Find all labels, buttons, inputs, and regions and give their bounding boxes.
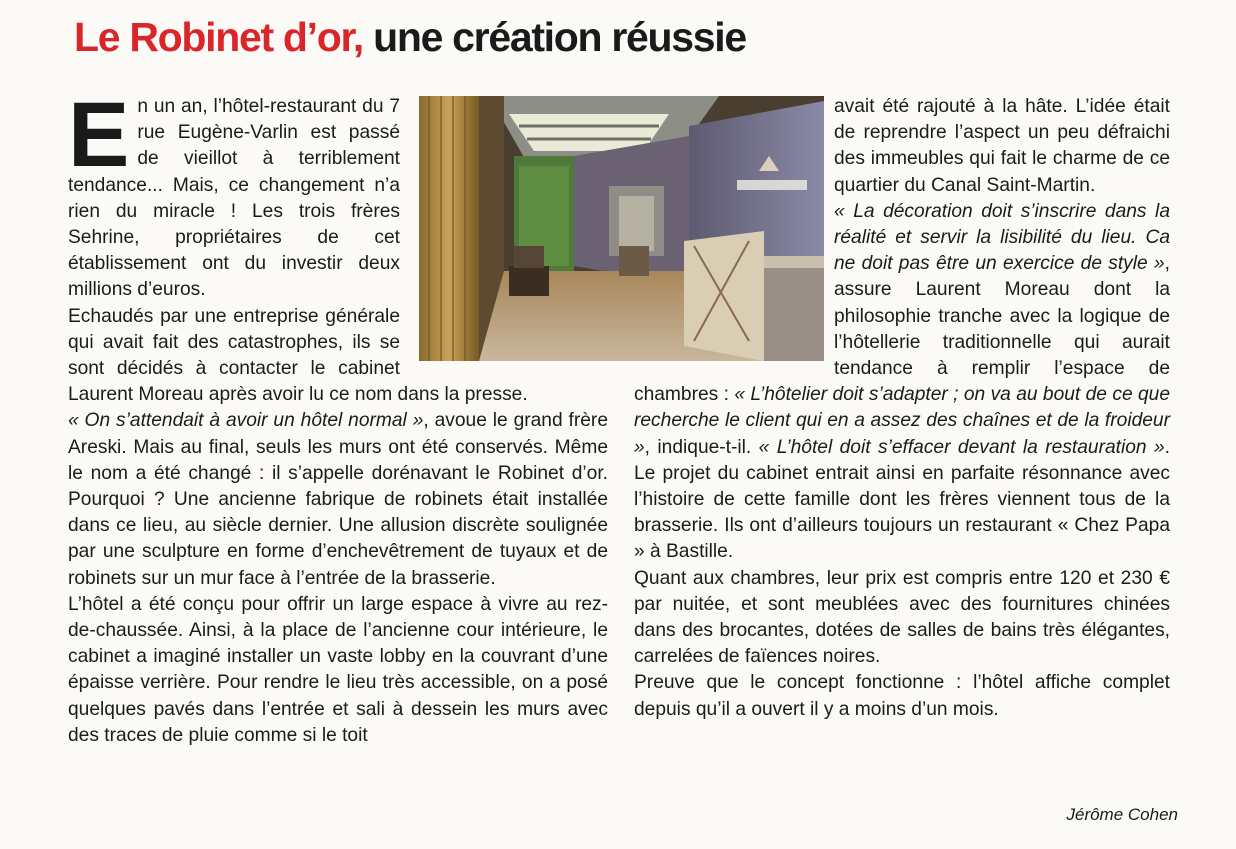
- paragraph-6c: . Le projet du cabinet entrait ainsi en parfaite résonnance avec l’histoire de cette famille dont les frères viennent tous de la brasserie. Ils ont d’ailleurs toujours un restaurant « Chez Papa » à Bastille.: [634, 436, 1170, 563]
- paragraph-6a: , assure Laurent Moreau dont la philosophie tranche avec la logique de l’hôtellerie traditionnelle qui aurait tendance à remplir l’espace de chambres :: [634, 253, 1170, 406]
- paragraph-2: Echaudés par une entreprise générale qui avait fait des catastrophes, ils se sont décidés à contacter le cabinet Laurent Moreau après avoir lu ce nom dans la presse.: [68, 305, 528, 406]
- quote-4: « L’hôtel doit s’effacer devant la restauration »: [758, 436, 1165, 458]
- paragraph-6b: , indique-t-il.: [644, 436, 759, 458]
- title-red-part: Le Robinet d’or,: [74, 14, 363, 60]
- hotel-lobby-photo: [419, 96, 824, 361]
- drop-cap: E: [68, 84, 130, 186]
- title-black-part: une création réussie: [373, 14, 746, 60]
- paragraph-3: , avoue le grand frère Areski. Mais au final, seuls les murs ont été conservés. Même le nom a été changé : il s’appelle dorénavant le Robinet d’or. Pourquoi ? Une ancienne fabrique de robinets était installée dans ce lieu, au siècle dernier. Une allusion discrète soulignée par une sculpture en forme d’enchevêtrement de tuyaux et de robinets sur un mur face à l’entrée de la brasserie.: [68, 410, 608, 589]
- paragraph-intro: n un an, l’hôtel-restaurant du 7 rue Eugène-Varlin est passé de vieillot à terriblement tendance... Mais, ce changement n’a rien du miracle ! Les trois frères Sehrine, propriétaires de cet établissement ont du investir deux millions d’euros.: [68, 96, 400, 301]
- quote-1: « On s’attendait à avoir un hôtel normal »: [68, 410, 424, 432]
- author-signature: Jérôme Cohen: [1066, 805, 1178, 824]
- paragraph-7: Quant aux chambres, leur prix est compris entre 120 et 230 € par nuitée, et sont meublées avec des fournitures chinées dans des brocantes, dotées de salles de bains très élégantes, carrelées de faïences noires.: [634, 567, 1170, 668]
- article-title: [74, 14, 746, 61]
- quote-2: « La décoration doit s’inscrire dans la réalité et servir la lisibilité du lieu. Ca ne doit pas être un exercice de style »: [834, 200, 1170, 275]
- paragraph-8: Preuve que le concept fonctionne : l’hôtel affiche complet depuis qu’il a ouvert il y a moins d’un mois.: [634, 672, 1170, 720]
- quote-3: « L’hôtelier doit s’adapter ; on va au bout de ce que recherche le client qui en a assez des chaînes et de la froideur »: [634, 384, 1170, 458]
- paragraph-4: L’hôtel a été conçu pour offrir un large espace à vivre au rez-de-chaussée. Ainsi, à la place de l’ancienne cour intérieure, le cabinet a imaginé installer un vaste lobby en la couvrant d’une épaisse verrière. Pour rendre le lieu très accessible, on a posé quelques pavés dans l’entrée et sali à dessein les murs avec des traces de pluie comme si le toit: [68, 593, 608, 746]
- paragraph-5: avait été rajouté à la hâte. L’idée était de reprendre l’aspect un peu défraichi des immeubles qui fait le charme de ce quartier du Canal Saint-Martin.: [834, 96, 1170, 196]
